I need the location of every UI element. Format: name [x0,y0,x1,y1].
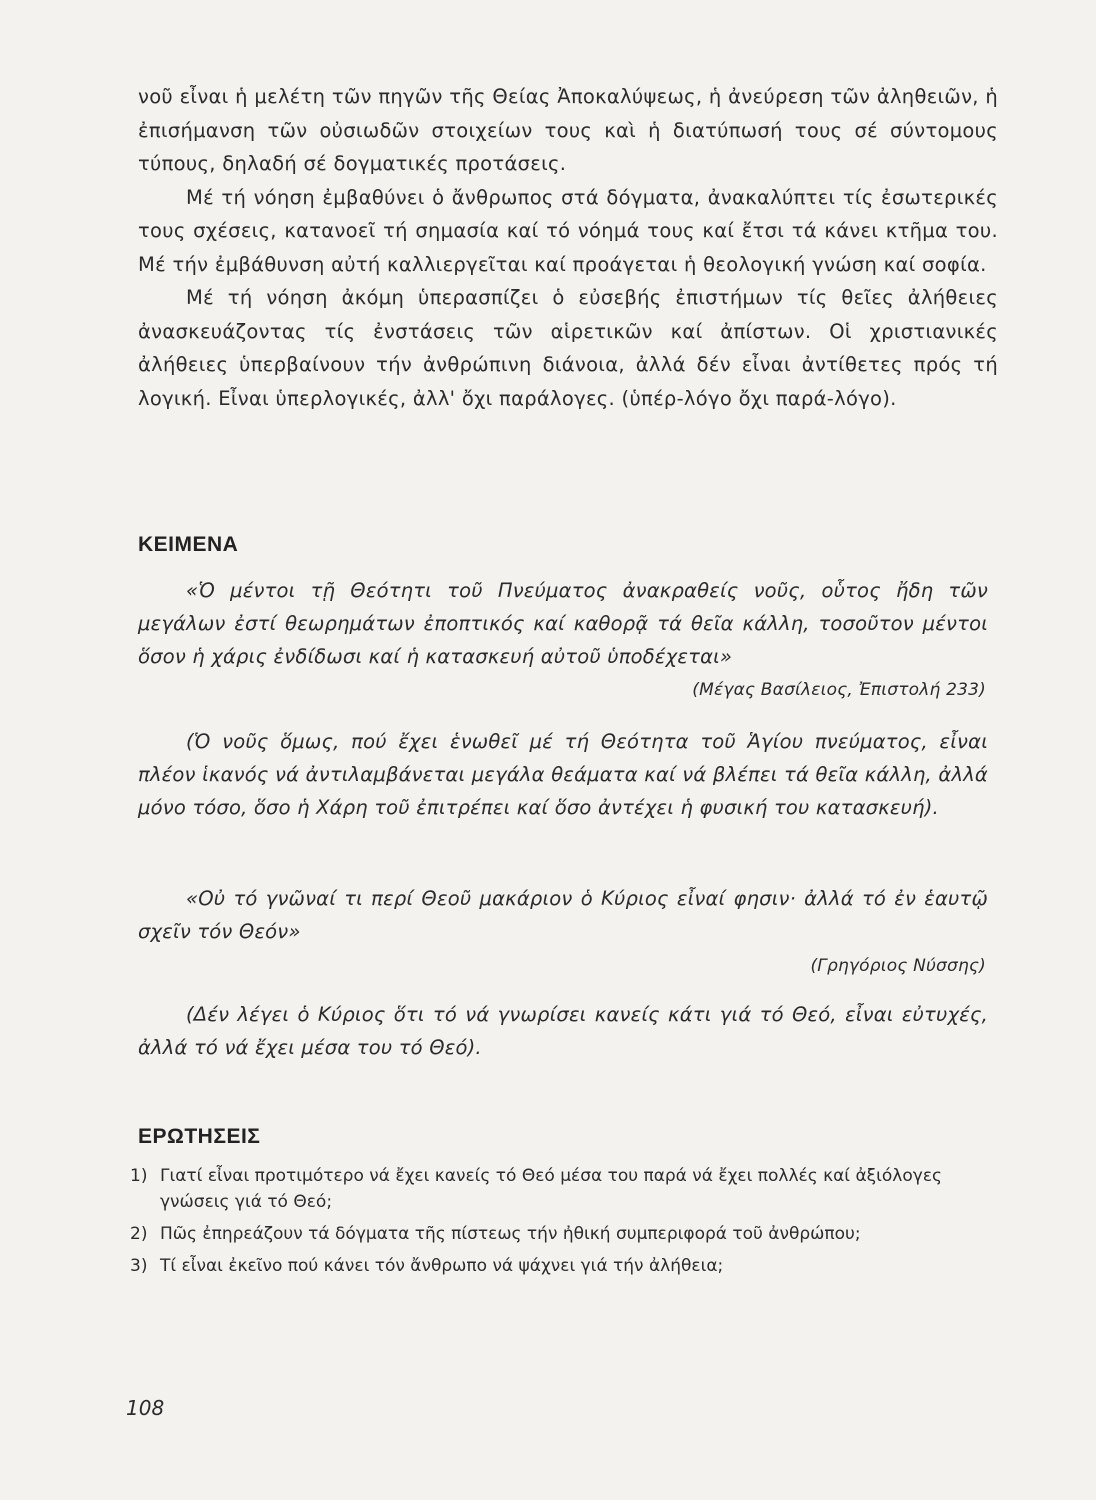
translation-gregory [138,998,988,1064]
question-item [130,1163,980,1215]
quote-basil-text: «Ὁ μέντοι τῇ Θεότητι τοῦ Πνεύματος ἀνακραθείς νοῦς, οὗτος ἤδη τῶν μεγάλων ἐστί θεωρημάτων ἐποπτικός καί καθορᾷ τά θεῖα κάλλη, τοσοῦτον μέντοι ὅσον ἡ χάρις ἐνδίδωσι καί ἡ κατασκευή αὐτοῦ ὑποδέχεται» [138,579,988,668]
question-number: 1) [130,1166,148,1186]
quote-gregory-source: (Γρηγόριος Νύσσης) [810,956,986,976]
erotiseis-heading: ΕΡΩΤΗΣΕΙΣ [138,1125,261,1148]
paragraph-1: νοῦ εἶναι ἡ μελέτη τῶν πηγῶν τῆς Θείας Ἀποκαλύψεως, ἡ ἀνεύρεση τῶν ἀληθειῶν, ἡ ἐπισήμανση τῶν οὐσιωδῶν στοιχείων τους καὶ ἡ διατύπωσή τους σέ σύντομους τύπους, δηλαδή σέ δογματικές προτάσεις. [138,85,998,175]
quote-basil [138,574,988,673]
question-item [130,1253,980,1279]
translation-gregory-text: (Δέν λέγει ὁ Κύριος ὅτι τό νά γνωρίσει κανείς κάτι γιά τό Θεό, εἶναι εὐτυχές, ἀλλά τό νά ἔχει μέσα του τό Θεό). [138,1003,988,1059]
intro-text [138,80,998,415]
quote-gregory-text: «Οὐ τό γνῶναί τι περί Θεοῦ μακάριον ὁ Κύριος εἶναί φησιν· ἀλλά τό ἐν ἑαυτῷ σχεῖν τόν Θεόν» [138,887,988,943]
question-text: Γιατί εἶναι προτιμότερο νά ἔχει κανείς τό Θεό μέσα του παρά νά ἔχει πολλές καί ἀξιόλογες γνώσεις γιά τό Θεό; [160,1166,942,1212]
translation-basil-text: (Ὁ νοῦς ὅμως, πού ἔχει ἑνωθεῖ μέ τή Θεότητα τοῦ Ἁγίου πνεύματος, εἶναι πλέον ἱκανός νά ἀντιλαμβάνεται μεγάλα θεάματα καί νά βλέπει τά θεῖα κάλλη, ἀλλά μόνο τόσο, ὅσο ἡ Χάρη τοῦ ἐπιτρέπει καί ὅσο ἀντέχει ἡ φυσική του κατασκευή). [138,730,988,819]
quote-gregory [138,882,988,948]
paragraph-3: Μέ τή νόηση ἀκόμη ὑπερασπίζει ὁ εὐσεβής ἐπιστήμων τίς θεῖες ἀλήθειες ἀνασκευάζοντας τίς ἐνστάσεις τῶν αἱρετικῶν καί ἀπίστων. Οἱ χριστιανικές ἀλήθειες ὑπερβαίνουν τήν ἀνθρώπινη διάνοια, ἀλλά δέν εἶναι ἀντίθετες πρός τή λογική. Εἶναι ὑπερλογικές, ἀλλ' ὄχι παράλογες. (ὑπέρ-λόγο ὄχι παρά-λόγο). [138,286,998,410]
question-number: 2) [130,1224,148,1244]
question-text: Πῶς ἐπηρεάζουν τά δόγματα τῆς πίστεως τήν ἠθική συμπεριφορά τοῦ ἀνθρώπου; [160,1224,861,1244]
question-item [130,1221,980,1247]
keimena-heading: ΚΕΙΜΕΝΑ [138,533,239,556]
question-text: Τί εἶναι ἐκεῖνο πού κάνει τόν ἄνθρωπο νά ψάχνει γιά τήν ἀλήθεια; [160,1256,724,1276]
page-number: 108 [126,1396,165,1420]
translation-basil [138,725,988,824]
quote-basil-source: (Μέγας Βασίλειος, Ἐπιστολή 233) [692,680,986,700]
question-number: 3) [130,1256,148,1276]
paragraph-2: Μέ τή νόηση ἐμβαθύνει ὁ ἄνθρωπος στά δόγματα, ἀνακαλύπτει τίς ἐσωτερικές τους σχέσεις, κατανοεῖ τή σημασία καί τό νόημά τους καί ἔτσι τά κάνει κτῆμα του. Μέ τήν ἐμβάθυνση αὐτή καλλιεργεῖται καί προάγεται ἡ θεολογική γνώση καί σοφία. [138,185,998,276]
questions-list [130,1163,980,1285]
